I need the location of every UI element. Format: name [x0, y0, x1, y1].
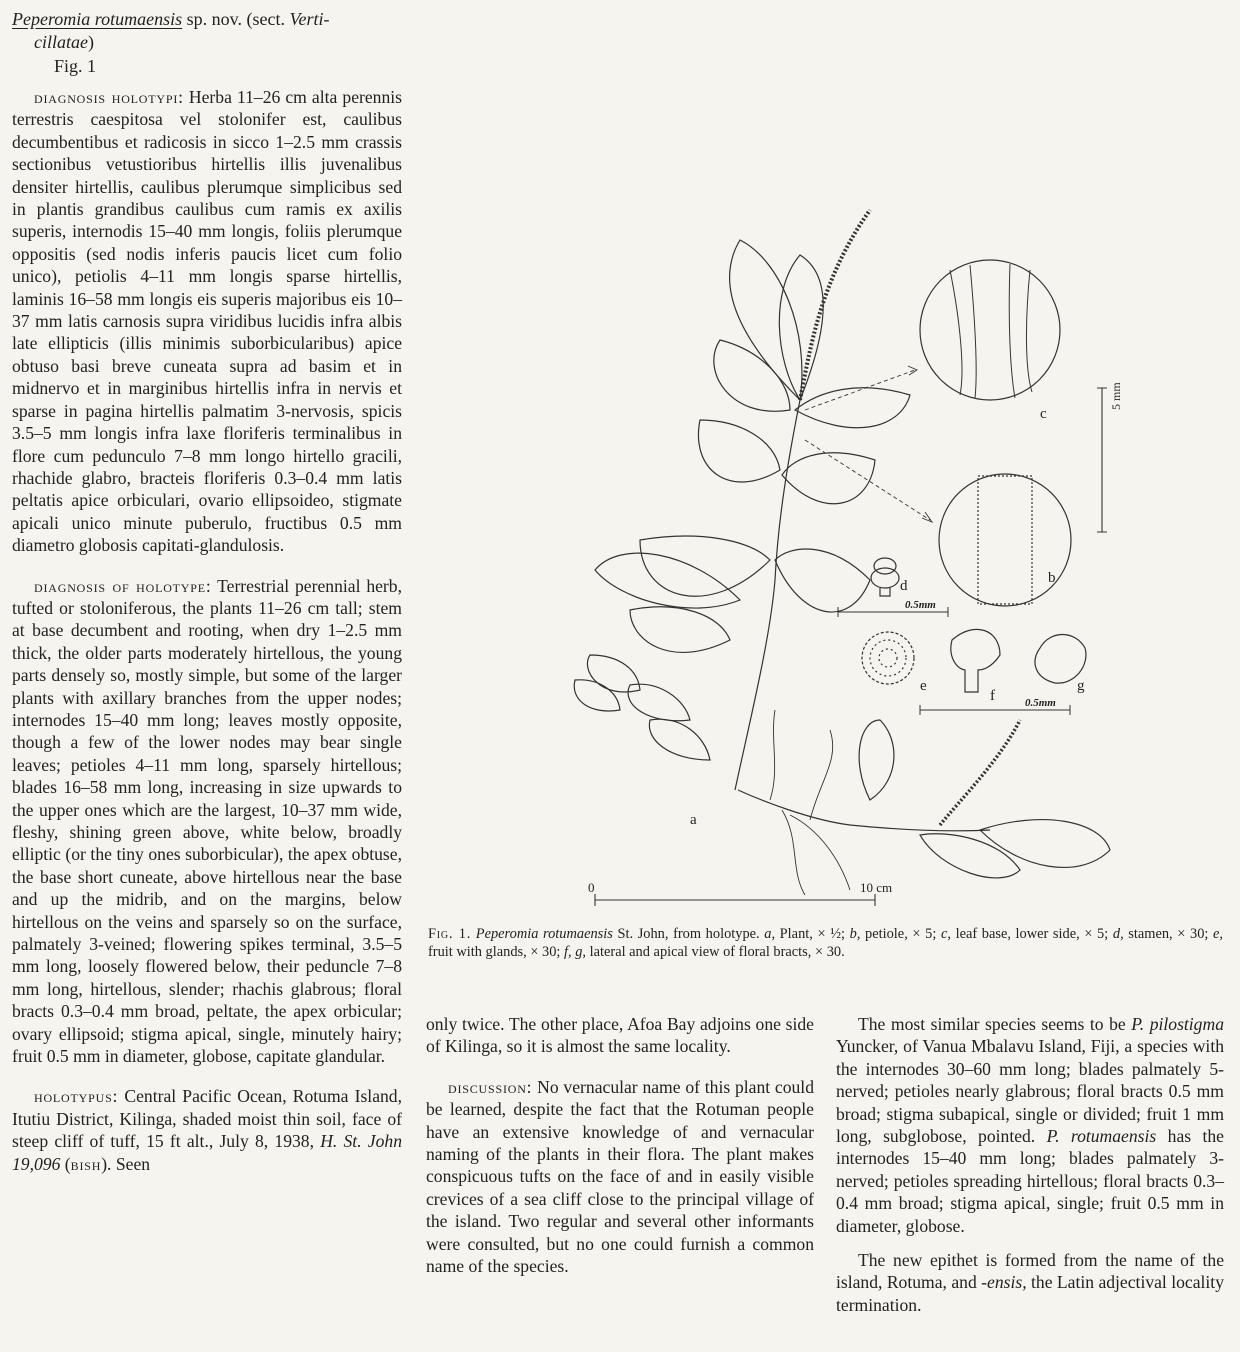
leaf — [640, 536, 770, 596]
section-name-a: Verti- — [289, 9, 330, 29]
english-heading: diagnosis of holotype: — [34, 575, 212, 596]
bract-apical — [1035, 635, 1086, 684]
figure-caption — [428, 925, 1223, 961]
leaf — [698, 420, 780, 482]
label-d: d — [900, 578, 908, 594]
latin-text: Herba 11–26 cm alta perennis terrestris caespitosa vel stolonifer est, caulibus decumbentibus et radicosis in sicco 1–2.5 mm crassis sectionibus vetustioribus hirtellis illis juvenalibus densiter hirtellis, caulibus plerumque simplicibus sed in plantis grandibus caulibus cum ramis ex axilis superis, internodis 15–40 mm longis, foliis plerumque oppositis (sed nodis inferis paucis licet cum folio unico), petiolis 4–11 mm longis sparse hirtellis, laminis 16–58 mm longis eis superis majoribus eis 10–37 mm latis carnosis supra viridibus lucidis infra albis late ellipticis (illis minimis suborbicularibus) apice obtuso basi breve cuneata supra ad basim et in midnervo et in marginibus hirtellis infra in nervis et sparse in pagina hirtellis palmatim 3-nervosis, spicis 3.5–5 mm longis infra laxe floriferis terminalibus in flore cum pedunculo 7–8 mm longo hirtello gracili, rhachide glabro, bracteis floriferis 0.3–0.4 mm latis peltatis apice orbiculari, ovario ellipsoideo, stigmate apicali unico minute puberulo, fructibus 0.5 mm diametro globosis capitati-glandulosis. — [12, 87, 402, 556]
right-column — [836, 1013, 1224, 1316]
english-diagnosis — [12, 575, 402, 1068]
caption-b: b, — [849, 926, 861, 942]
epithet-suffix: -ensis, — [981, 1272, 1027, 1293]
species-heading — [12, 8, 402, 31]
comparison-text-c: has the internodes 15–40 mm long; blades palmately 3-nerved; petioles spreading hirtellous; floral bracts 0.3–0.4 mm broad; stigma apical, single; fruit 0.5 mm in diameter, globose. — [836, 1126, 1224, 1236]
botanical-illustration — [520, 200, 1240, 910]
epithet-paragraph — [836, 1249, 1224, 1316]
left-column — [12, 8, 402, 1175]
comparison-text-b: Yuncker, of Vanua Mbalavu Island, Fiji, a species with the internodes 30–60 mm long; blades palmately 5-nerved; petioles nearly glabrous; floral bracts 0.5 mm broad; stigma subapical, single or divided; fruit 1 mm long, subglobose, pointed. — [836, 1036, 1224, 1147]
title-close: ) — [87, 32, 94, 52]
leaf — [782, 453, 875, 504]
leaf — [587, 655, 640, 692]
scale-05mm-label-a: 0.5mm — [905, 599, 936, 611]
species-p-pilostigma: P. pilostigma — [1131, 1014, 1224, 1034]
main-stem — [735, 400, 800, 790]
holotypus-text-b: ( — [60, 1153, 71, 1174]
label-b: b — [1048, 570, 1056, 586]
collector: H. St. John 19,096 — [12, 1131, 403, 1174]
leaf — [775, 549, 870, 612]
scale-bar-10cm — [595, 894, 875, 906]
holotypus-text-a: Central Pacific Ocean, Rotuma Island, Itutiu District, Kilinga, shaded moist thin soil, face of steep cliff of tuff, 15 ft alt., July 8, 1938, — [12, 1086, 402, 1152]
figure-reference: Fig. 1 — [54, 56, 97, 76]
label-c: c — [1040, 406, 1047, 422]
discussion-heading: discussion: — [448, 1076, 533, 1097]
herbarium-code: bish — [70, 1153, 102, 1174]
bract-lateral — [951, 629, 1000, 692]
leaf — [628, 684, 690, 721]
holotypus-paragraph — [12, 1085, 402, 1175]
section-name-b: cillatae — [34, 32, 88, 52]
leaf — [714, 340, 790, 411]
caption-d: d, — [1112, 926, 1124, 942]
arrow — [805, 370, 915, 410]
flower-spike-lower — [940, 720, 1020, 825]
label-f: f — [990, 688, 995, 704]
leaf — [920, 834, 1020, 878]
label-e: e — [920, 678, 927, 694]
middle-column — [426, 1013, 814, 1277]
holotypus-heading: holotypus: — [34, 1086, 119, 1107]
discussion-paragraph — [426, 1076, 814, 1278]
caption-text-3: petiole, × 5; — [860, 926, 941, 942]
comparison-text-a: The most similar species seems to be — [858, 1014, 1132, 1034]
scale-5mm-label: 5 mm — [1109, 382, 1123, 410]
label-a: a — [690, 812, 697, 828]
stamen — [871, 568, 899, 588]
discussion-text: No vernacular name of this plant could be learned, despite the fact that the Rotuman people have an extensive knowledge of and vernacular naming of the plants in their flora. The plant makes conspicuous tufts on the face of and in easily visible crevices of a sea cliff close to the principal village of the island. Two regular and several other informants were consulted, but no one could furnish a common name of the species. — [426, 1076, 814, 1277]
scale-10cm-label: 10 cm — [860, 880, 893, 895]
caption-text-4: leaf base, lower side, × 5; — [950, 926, 1113, 942]
leaf — [595, 553, 740, 608]
leaf-base-magnified — [920, 260, 1060, 400]
caption-label: Fig. 1. — [428, 926, 472, 942]
caption-a: a, — [764, 926, 776, 942]
leaf — [980, 820, 1110, 868]
heading-continuation — [12, 31, 402, 54]
leaf — [730, 240, 802, 400]
caption-text-2: Plant, × ½; — [775, 926, 850, 942]
latin-diagnosis — [12, 86, 402, 557]
leaf — [649, 719, 710, 760]
caption-e: e, — [1213, 926, 1224, 942]
leaf — [779, 255, 823, 400]
title-rest: sp. nov. (sect. — [182, 9, 290, 29]
arrow — [805, 440, 930, 520]
leaf — [859, 720, 894, 800]
caption-fg: f, g, — [564, 944, 587, 960]
caption-text-7: lateral and apical view of floral bracts, × 30. — [586, 944, 845, 960]
leaf — [574, 680, 620, 711]
species-p-rotumaensis: P. rotumaensis — [1046, 1126, 1157, 1147]
holotypus-text-c: ). Seen — [101, 1153, 151, 1174]
species-name: Peperomia rotumaensis — [12, 9, 183, 29]
locality-paragraph: only twice. The other place, Afoa Bay adjoins one side of Kilinga, so it is almost the same locality. — [426, 1014, 814, 1057]
caption-text-6: fruit with glands, × 30; — [428, 944, 565, 960]
caption-c: c, — [940, 926, 951, 942]
epithet-text-b: the Latin adjectival locality termination. — [836, 1272, 1224, 1315]
scale-zero: 0 — [588, 880, 595, 895]
caption-text-1: St. John, from holotype. — [612, 926, 765, 942]
roots — [770, 710, 850, 895]
caption-species: Peperomia rotumaensis — [475, 926, 613, 942]
caption-text-5: stamen, × 30; — [1123, 926, 1214, 942]
petiole-magnified — [939, 474, 1071, 606]
scale-bar-5mm — [1097, 388, 1107, 532]
leaf — [630, 607, 730, 653]
comparison-paragraph — [836, 1013, 1224, 1237]
epithet-text-a: The new epithet is formed from the name of the island, Rotuma, and — [836, 1250, 1224, 1293]
latin-heading: diagnosis holotypi: — [34, 87, 184, 107]
scale-05mm-label-b: 0.5mm — [1025, 697, 1056, 709]
label-g: g — [1077, 678, 1085, 694]
english-text: Terrestrial perennial herb, tufted or stoloniferous, the plants 11–26 cm tall; stem at base decumbent and rooting, when dry 1–2.5 mm thick, the older parts moderately hirtellous, the young parts densely so, mostly simple, but some of the larger plants with axillary branches from the upper nodes; internodes 15–40 mm long; leaves mostly opposite, though a few of the lower nodes may bear single leaves; petioles 4–11 mm long, sparsely hirtellous; blades 16–58 mm long, increasing in size upwards to the upper ones which are the largest, 10–37 mm wide, fleshy, shining green above, white below, broadly elliptic (or the tiny ones suborbicular), the apex obtuse, the base short cuneate, above hirtellous near the base and up the midrib, and on the margins, below hirtellous on the veins and sparsely so on the surface, palmately 3-veined; flowering spikes terminal, 3.5–5 mm long, loosely flowered below, their peduncle 7–8 mm long, hirtellous, slender; rhachis glabrous; floral bracts 0.3–0.4 mm broad, peltate, the apex orbicular; ovary ellipsoid; stigma apical, single, minutely hairy; fruit 0.5 mm in diameter, globose, capitate glandular. — [12, 575, 402, 1067]
